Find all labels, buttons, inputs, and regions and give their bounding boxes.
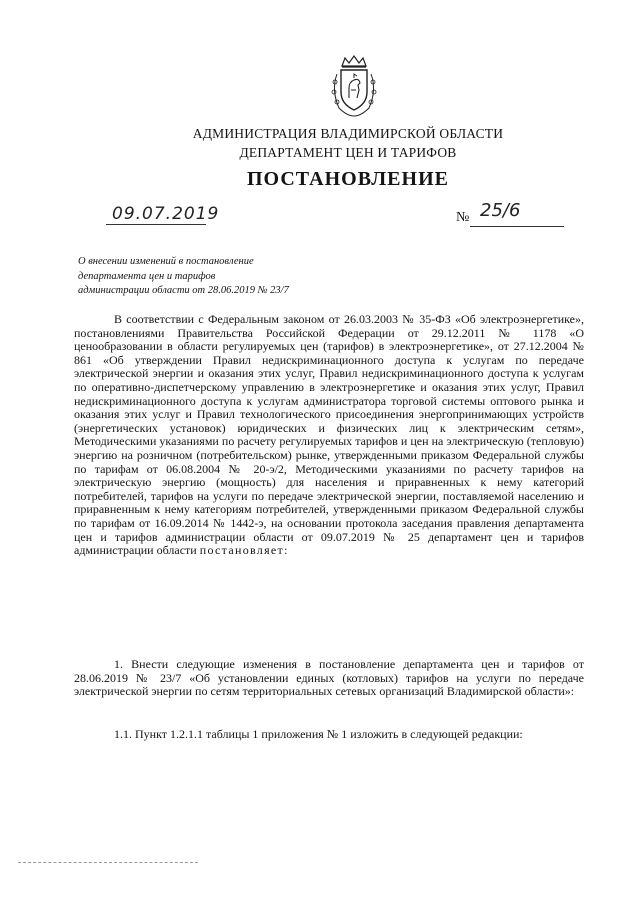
resolves-word: постановляет: <box>199 543 289 558</box>
preamble-text: В соответствии с Федеральным законом от 26.03.2003 № 35-ФЗ «Об электроэнергетике», постановлениями Правительства Российской Федерации от 29.12.2011 № 1178 «О ценообразовании в области регулируемых цен (тарифов) в электроэнергетике», от 27.12.2004 № 861 «Об утверждении Правил недискриминационного доступа к услугам по передаче электрической энергии и оказания этих услуг, Правил недискриминационного доступа к услугам по оперативно-диспетчерскому управлению в электроэнергетике и оказания этих услуг, Правил недискриминационного доступа к услугам администратора торговой системы оптового рынка и оказания этих услуг и Правил технологического присоединения энергопринимающих устройств (энергетических установок) юридических и физических лиц к электрическим сетям», Методическими указаниями по расчету регулируемых тарифов и цен на электрическую (тепловую) энергию на розничном (потребительском) рынке, утвержденными приказом Федеральной службы по тарифам от 06.08.2004 № 20-э/2, Методическими указаниями по расчету тарифов на электрическую энергию (мощность) для населения и приравненных к нему категорий потребителей, тарифов на услуги по передаче электрической энергии, поставляемой населению и приравненным к нему категориям потребителей, утвержденными приказом Федеральной службы по тарифам от 16.09.2014 № 1442-э, на основании протокола заседания правления департамента цен и тарифов администрации области от 09.07.2019 № 25 департамент цен и тарифов администрации области <box>74 312 584 558</box>
document-date: 09.07.2019 <box>112 204 220 224</box>
subject-line: администрации области от 28.06.2019 № 23/7 <box>78 285 289 296</box>
department-name: ДЕПАРТАМЕНТ ЦЕН И ТАРИФОВ <box>239 145 457 160</box>
subject-line: О внесении изменений в постановление <box>78 256 254 267</box>
coat-of-arms-icon <box>325 54 383 118</box>
org-name: АДМИНИСТРАЦИЯ ВЛАДИМИРСКОЙ ОБЛАСТИ <box>192 126 504 141</box>
clause-1-paragraph: 1. Внести следующие изменения в постановление департамента цен и тарифов от 28.06.2019 № 23/7 «Об установлении единых (котловых) тарифов на услуги по передаче электрической энергии по сетям территориальных сетевых организаций Владимирской области»: <box>74 657 584 699</box>
document-title: ПОСТАНОВЛЕНИЕ <box>247 168 449 190</box>
number-label: № <box>456 210 470 225</box>
date-underline <box>106 224 206 225</box>
footer-divider <box>18 862 198 863</box>
clause-1-1-paragraph: 1.1. Пункт 1.2.1.1 таблицы 1 приложения № 1 изложить в следующей редакции: <box>114 727 523 741</box>
subject-line: департамента цен и тарифов <box>78 270 216 282</box>
preamble-paragraph <box>74 313 584 558</box>
document-subject <box>78 255 338 299</box>
number-underline <box>470 226 564 227</box>
document-number: 25/6 <box>480 200 521 221</box>
